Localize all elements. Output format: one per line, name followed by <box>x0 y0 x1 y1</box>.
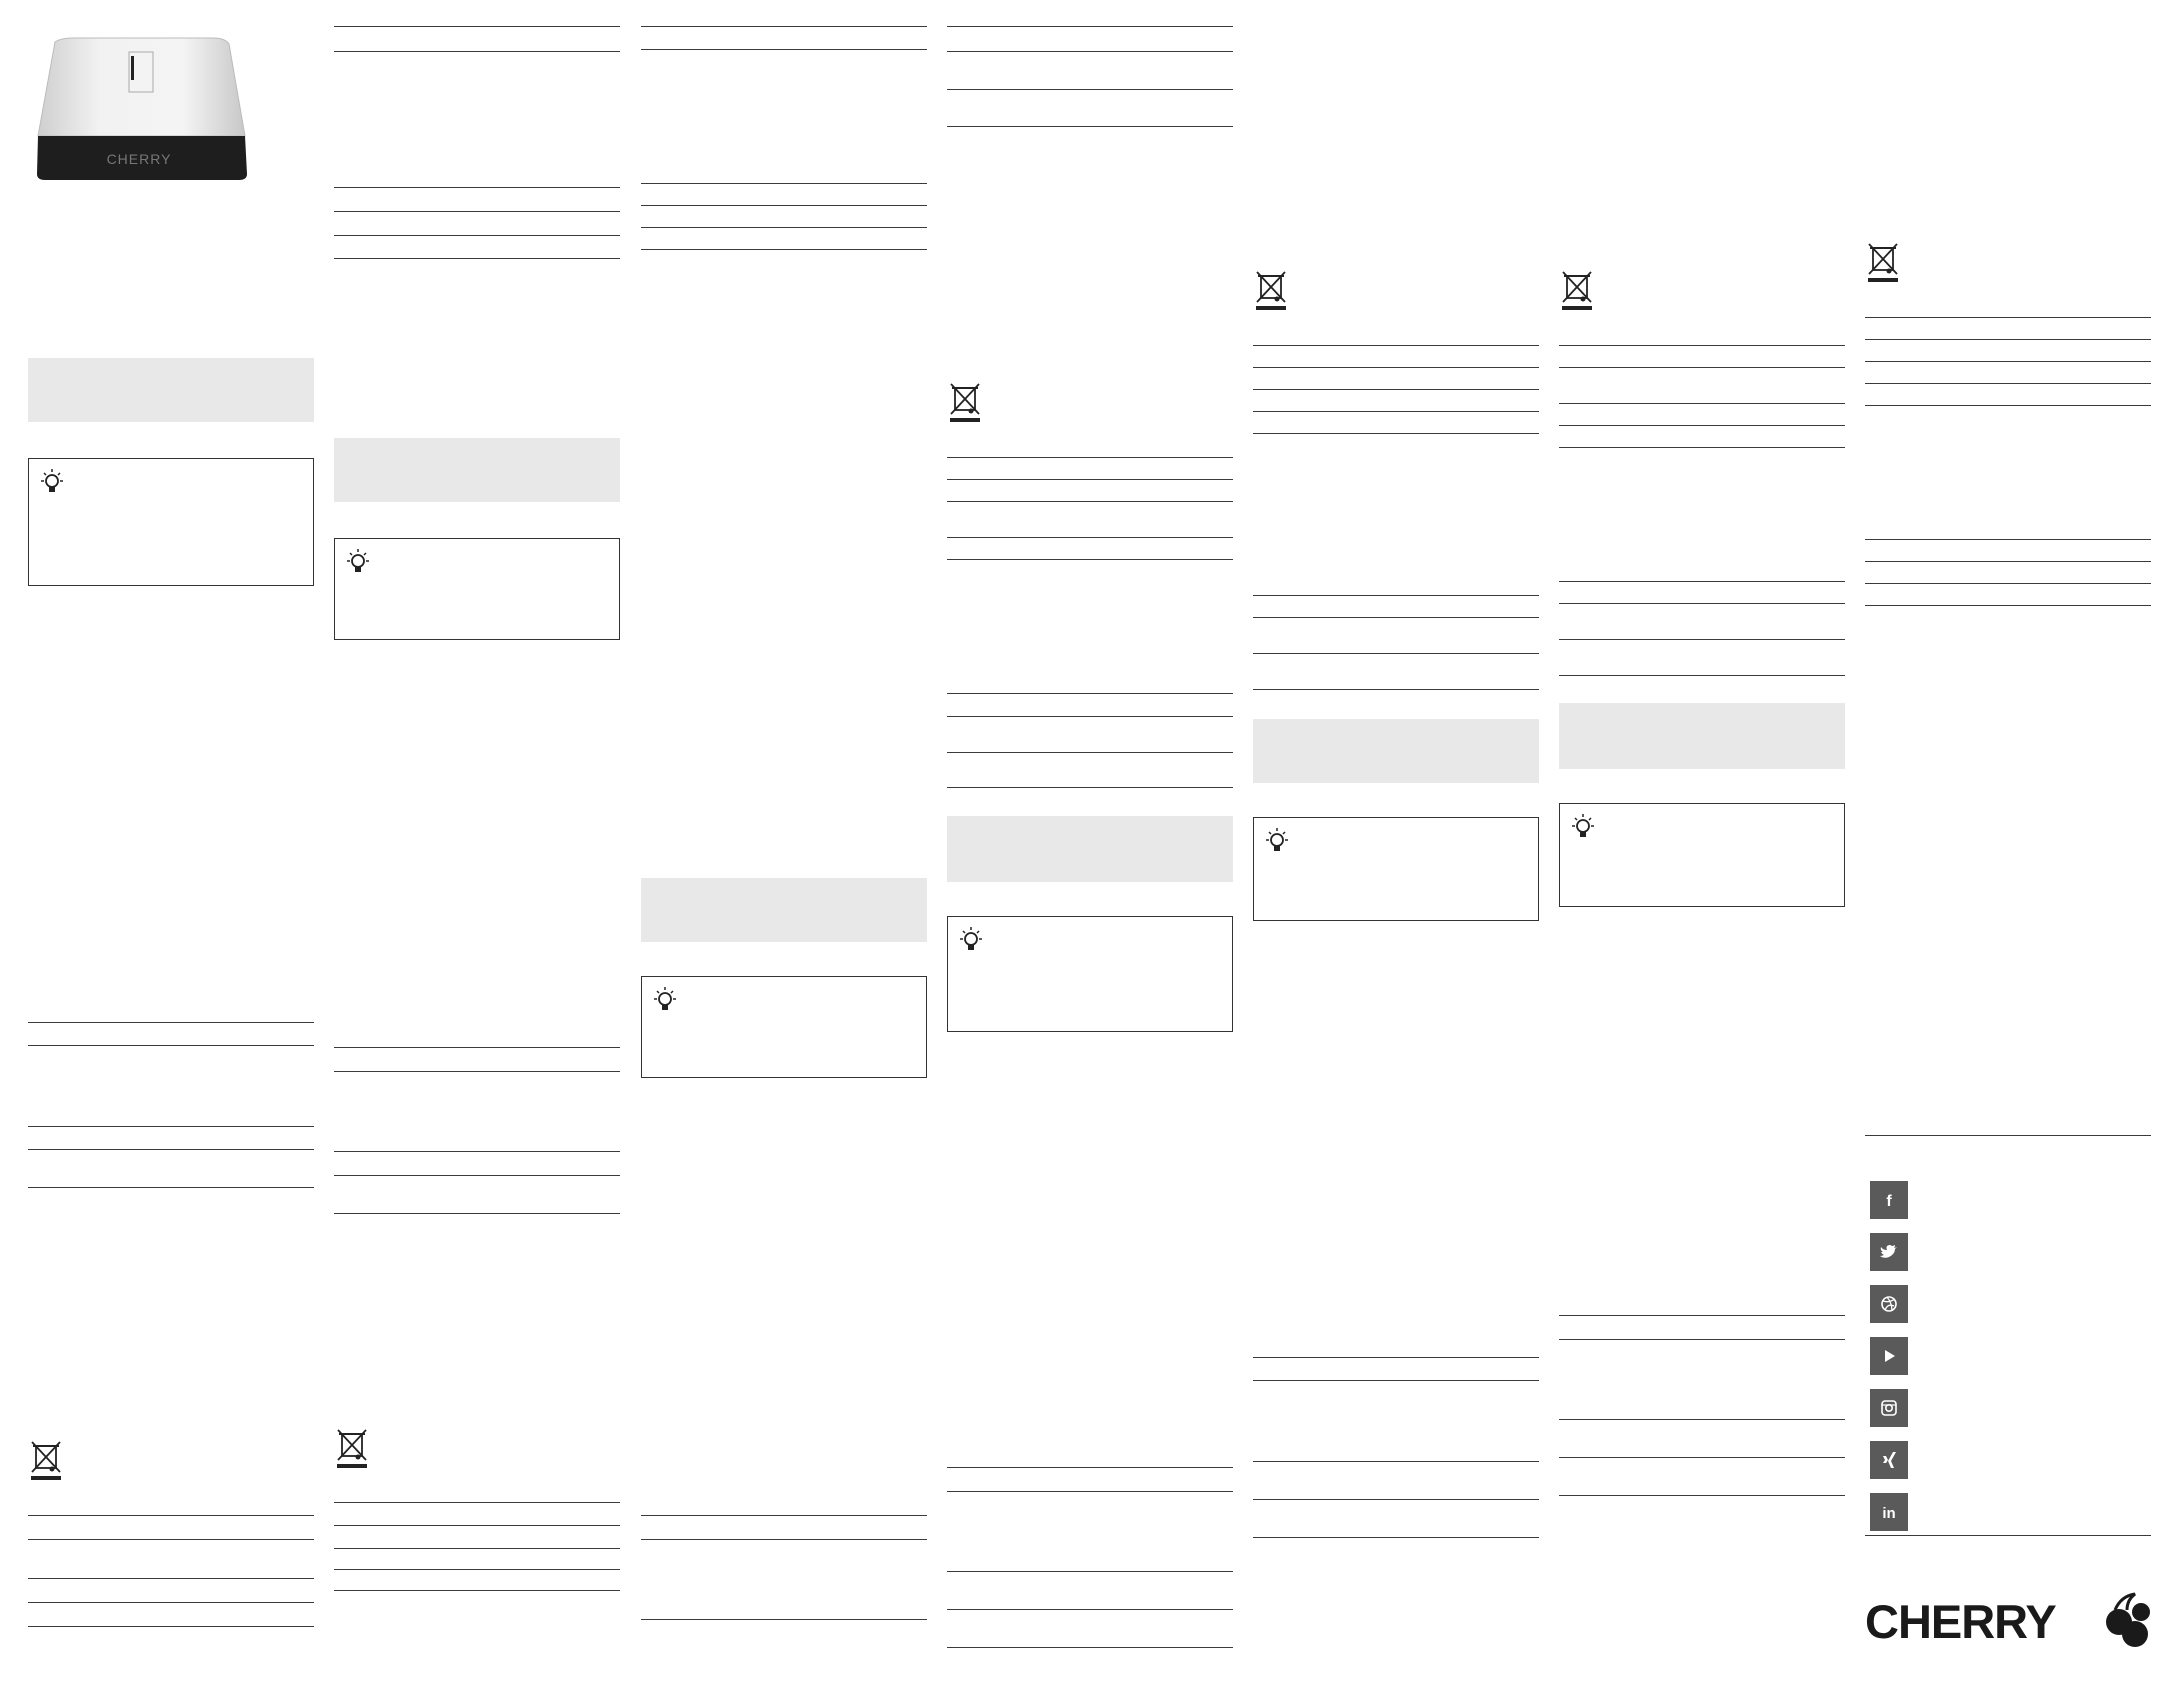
divider <box>1865 539 2151 540</box>
divider <box>28 1022 314 1023</box>
divider <box>1865 1135 2151 1136</box>
tip-box <box>334 538 620 640</box>
divider <box>1865 317 2151 318</box>
facebook-icon[interactable] <box>1870 1181 1908 1219</box>
divider <box>947 26 1233 27</box>
logo-text: CHERRY <box>1865 1595 2056 1648</box>
column-5 <box>1253 0 1539 1700</box>
youtube-icon[interactable] <box>1870 1337 1908 1375</box>
column-6 <box>1559 0 1845 1700</box>
weee-bin-icon <box>334 1426 370 1470</box>
divider <box>1559 1339 1845 1340</box>
divider <box>947 559 1233 560</box>
divider <box>1865 383 2151 384</box>
weee-bin-icon <box>28 1438 64 1482</box>
divider <box>28 1602 314 1603</box>
divider <box>334 26 620 27</box>
cherry-logo <box>1865 1590 2151 1660</box>
section-heading-box <box>1253 719 1539 783</box>
divider <box>334 1151 620 1152</box>
divider <box>1559 1419 1845 1420</box>
divider <box>947 716 1233 717</box>
divider <box>1559 1495 1845 1496</box>
divider <box>1559 603 1845 604</box>
xing-icon[interactable] <box>1870 1441 1908 1479</box>
divider <box>947 89 1233 90</box>
product-image <box>33 36 313 186</box>
divider <box>1559 345 1845 346</box>
divider <box>947 457 1233 458</box>
divider <box>1865 361 2151 362</box>
divider <box>1253 1499 1539 1500</box>
svg-text:in: in <box>1882 1505 1896 1522</box>
divider <box>641 1619 927 1620</box>
divider <box>334 1175 620 1176</box>
divider <box>1865 339 2151 340</box>
divider <box>947 501 1233 502</box>
divider <box>641 49 927 50</box>
tip-box <box>947 916 1233 1032</box>
divider <box>641 1539 927 1540</box>
divider <box>947 693 1233 694</box>
section-heading-box <box>28 358 314 422</box>
divider <box>947 537 1233 538</box>
divider <box>1253 1461 1539 1462</box>
divider <box>334 1548 620 1549</box>
divider <box>1253 653 1539 654</box>
section-heading-box <box>641 878 927 942</box>
column-2 <box>334 0 620 1700</box>
divider <box>334 1502 620 1503</box>
divider <box>1559 675 1845 676</box>
divider <box>1253 617 1539 618</box>
divider <box>1559 1457 1845 1458</box>
divider <box>1253 1357 1539 1358</box>
divider <box>334 1525 620 1526</box>
svg-text:f: f <box>1886 1193 1892 1210</box>
divider <box>1253 345 1539 346</box>
divider <box>28 1045 314 1046</box>
divider <box>28 1515 314 1516</box>
lightbulb-icon <box>650 985 680 1017</box>
divider <box>947 479 1233 480</box>
divider <box>1865 583 2151 584</box>
divider <box>947 787 1233 788</box>
divider <box>947 126 1233 127</box>
instagram-icon[interactable] <box>1870 1389 1908 1427</box>
weee-bin-icon <box>1253 268 1289 312</box>
divider <box>1559 581 1845 582</box>
divider <box>641 205 927 206</box>
linkedin-icon[interactable] <box>1870 1493 1908 1531</box>
divider <box>334 258 620 259</box>
divider <box>1253 411 1539 412</box>
divider <box>334 51 620 52</box>
divider <box>947 1647 1233 1648</box>
divider <box>1253 1380 1539 1381</box>
twitter-icon[interactable] <box>1870 1233 1908 1271</box>
divider <box>1559 639 1845 640</box>
divider <box>1865 405 2151 406</box>
divider <box>641 1515 927 1516</box>
lightbulb-icon <box>1568 812 1598 844</box>
lightbulb-icon <box>37 467 67 499</box>
dribbble-icon[interactable] <box>1870 1285 1908 1323</box>
tip-box <box>28 458 314 586</box>
section-heading-box <box>947 816 1233 882</box>
divider <box>334 235 620 236</box>
divider <box>947 51 1233 52</box>
divider <box>334 1071 620 1072</box>
divider <box>1559 425 1845 426</box>
divider <box>334 1047 620 1048</box>
divider <box>334 1213 620 1214</box>
divider <box>947 752 1233 753</box>
divider <box>28 1149 314 1150</box>
divider <box>641 26 927 27</box>
divider <box>28 1539 314 1540</box>
divider <box>947 1571 1233 1572</box>
divider <box>1253 689 1539 690</box>
divider <box>1253 367 1539 368</box>
tip-box <box>1559 803 1845 907</box>
product-badge: CHERRY <box>106 151 172 167</box>
section-heading-box <box>1559 703 1845 769</box>
column-1 <box>28 0 314 1700</box>
divider <box>334 211 620 212</box>
weee-bin-icon <box>1865 240 1901 284</box>
divider <box>641 249 927 250</box>
divider <box>28 1187 314 1188</box>
divider <box>1253 433 1539 434</box>
divider <box>334 1590 620 1591</box>
divider <box>28 1626 314 1627</box>
weee-bin-icon <box>947 380 983 424</box>
divider <box>947 1609 1233 1610</box>
divider <box>28 1578 314 1579</box>
divider <box>641 227 927 228</box>
tip-box <box>1253 817 1539 921</box>
column-4 <box>947 0 1233 1700</box>
divider <box>947 1491 1233 1492</box>
section-heading-box <box>334 438 620 502</box>
divider <box>1253 595 1539 596</box>
column-3 <box>641 0 927 1700</box>
divider <box>1559 1315 1845 1316</box>
divider <box>334 187 620 188</box>
cherry-mark-icon <box>2106 1594 2150 1647</box>
divider <box>1253 389 1539 390</box>
lightbulb-icon <box>956 925 986 957</box>
divider <box>28 1126 314 1127</box>
divider <box>641 183 927 184</box>
lightbulb-icon <box>1262 826 1292 858</box>
divider <box>1253 1537 1539 1538</box>
divider <box>334 1569 620 1570</box>
divider <box>1865 561 2151 562</box>
divider <box>1559 367 1845 368</box>
divider <box>1865 1535 2151 1536</box>
divider <box>1865 605 2151 606</box>
weee-bin-icon <box>1559 268 1595 312</box>
divider <box>947 1467 1233 1468</box>
lightbulb-icon <box>343 547 373 579</box>
column-7 <box>1865 0 2151 1700</box>
divider <box>1559 447 1845 448</box>
divider <box>1559 403 1845 404</box>
tip-box <box>641 976 927 1078</box>
